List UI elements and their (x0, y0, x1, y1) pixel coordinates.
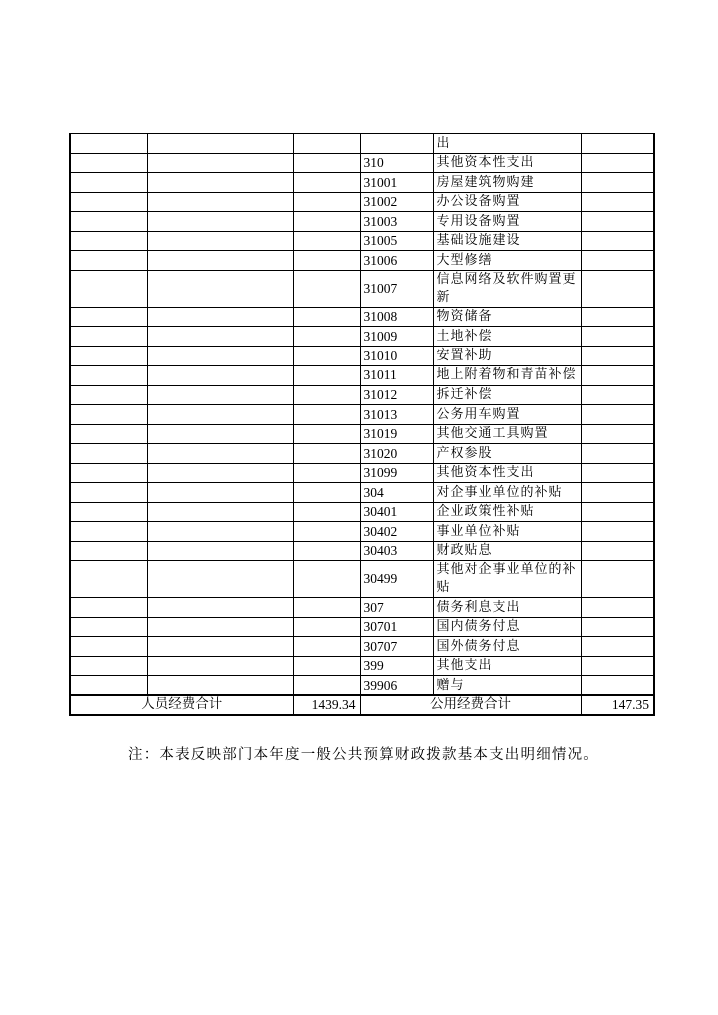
cell-empty (70, 617, 147, 637)
cell-empty (293, 270, 360, 307)
cell-empty (70, 134, 147, 154)
cell-empty (147, 327, 293, 347)
table-row (70, 424, 654, 444)
table-row (70, 385, 654, 405)
cell-item-name: 国外债务付息 (433, 637, 581, 657)
cell-empty (581, 444, 654, 464)
cell-empty (581, 541, 654, 561)
budget-detail-table (69, 133, 655, 716)
public-total-label: 公用经费合计 (360, 695, 581, 715)
cell-empty (293, 173, 360, 193)
cell-empty (581, 385, 654, 405)
cell-empty (581, 637, 654, 657)
cell-empty (147, 483, 293, 503)
cell-empty (293, 366, 360, 386)
cell-empty (293, 385, 360, 405)
cell-empty (293, 231, 360, 251)
cell-empty (581, 483, 654, 503)
table-row (70, 483, 654, 503)
cell-empty (147, 424, 293, 444)
cell-code: 31002 (360, 192, 433, 212)
cell-empty (70, 463, 147, 483)
cell-empty (293, 637, 360, 657)
personnel-total-value: 1439.34 (293, 695, 360, 715)
cell-code: 31009 (360, 327, 433, 347)
cell-empty (70, 192, 147, 212)
cell-empty (581, 251, 654, 271)
cell-code: 30402 (360, 522, 433, 542)
cell-empty (70, 424, 147, 444)
cell-item-name: 安置补助 (433, 346, 581, 366)
cell-empty (293, 134, 360, 154)
cell-empty (147, 637, 293, 657)
cell-item-name: 公务用车购置 (433, 405, 581, 425)
cell-code: 30403 (360, 541, 433, 561)
cell-empty (293, 656, 360, 676)
footnote: 注：本表反映部门本年度一般公共预算财政拨款基本支出明细情况。 (128, 747, 599, 763)
cell-empty (581, 366, 654, 386)
cell-empty (581, 307, 654, 327)
cell-empty (293, 307, 360, 327)
cell-item-name: 土地补偿 (433, 327, 581, 347)
cell-empty (147, 307, 293, 327)
table-row (70, 251, 654, 271)
cell-empty (147, 561, 293, 598)
cell-empty (70, 522, 147, 542)
cell-empty (70, 270, 147, 307)
cell-item-name: 房屋建筑物购建 (433, 173, 581, 193)
cell-code: 30701 (360, 617, 433, 637)
table-row (70, 541, 654, 561)
cell-empty (147, 173, 293, 193)
cell-empty (581, 153, 654, 173)
cell-empty (581, 656, 654, 676)
cell-empty (70, 676, 147, 696)
table-row (70, 617, 654, 637)
cell-empty (581, 173, 654, 193)
cell-empty (581, 522, 654, 542)
cell-empty (581, 598, 654, 618)
cell-item-name: 拆迁补偿 (433, 385, 581, 405)
cell-empty (147, 153, 293, 173)
cell-code: 31007 (360, 270, 433, 307)
cell-item-name: 其他对企事业单位的补贴 (433, 561, 581, 598)
cell-empty (581, 502, 654, 522)
cell-empty (147, 212, 293, 232)
table-row (70, 502, 654, 522)
cell-code: 31013 (360, 405, 433, 425)
cell-empty (70, 598, 147, 618)
cell-item-name: 专用设备购置 (433, 212, 581, 232)
cell-empty (147, 598, 293, 618)
cell-empty (293, 327, 360, 347)
cell-empty (581, 424, 654, 444)
cell-empty (581, 327, 654, 347)
cell-empty (70, 656, 147, 676)
cell-item-name: 信息网络及软件购置更新 (433, 270, 581, 307)
cell-item-name: 其他资本性支出 (433, 153, 581, 173)
table-row (70, 270, 654, 307)
table-row (70, 676, 654, 696)
cell-code: 31001 (360, 173, 433, 193)
cell-empty (147, 405, 293, 425)
cell-code: 30401 (360, 502, 433, 522)
cell-empty (70, 307, 147, 327)
cell-empty (147, 231, 293, 251)
cell-empty (293, 251, 360, 271)
cell-empty (147, 502, 293, 522)
cell-empty (293, 617, 360, 637)
table-row (70, 212, 654, 232)
cell-empty (147, 270, 293, 307)
table-row (70, 192, 654, 212)
cell-item-name: 赠与 (433, 676, 581, 696)
cell-empty (70, 483, 147, 503)
cell-empty (581, 346, 654, 366)
table-row (70, 327, 654, 347)
table-row (70, 561, 654, 598)
cell-empty (293, 444, 360, 464)
cell-empty (147, 522, 293, 542)
table-row (70, 366, 654, 386)
cell-empty (293, 192, 360, 212)
table-row (70, 637, 654, 657)
cell-empty (147, 192, 293, 212)
cell-empty (581, 192, 654, 212)
table-row (70, 522, 654, 542)
cell-empty (293, 502, 360, 522)
cell-item-name: 物资储备 (433, 307, 581, 327)
cell-empty (147, 676, 293, 696)
cell-name-fragment: 出 (433, 134, 581, 154)
cell-item-name: 办公设备购置 (433, 192, 581, 212)
cell-empty (147, 463, 293, 483)
cell-empty (147, 366, 293, 386)
table-row (70, 307, 654, 327)
cell-empty (293, 405, 360, 425)
cell-item-name: 地上附着物和青苗补偿 (433, 366, 581, 386)
cell-empty (581, 231, 654, 251)
cell-code: 31003 (360, 212, 433, 232)
cell-code: 307 (360, 598, 433, 618)
cell-empty (581, 561, 654, 598)
cell-empty (70, 173, 147, 193)
cell-empty (70, 541, 147, 561)
table-row (70, 405, 654, 425)
cell-empty (581, 676, 654, 696)
cell-empty (70, 346, 147, 366)
table-body (70, 134, 654, 696)
cell-item-name: 国内债务付息 (433, 617, 581, 637)
cell-empty (147, 617, 293, 637)
cell-empty (70, 251, 147, 271)
cell-empty (581, 134, 654, 154)
table-row (70, 231, 654, 251)
cell-item-name: 大型修缮 (433, 251, 581, 271)
cell-item-name: 其他资本性支出 (433, 463, 581, 483)
cell-empty (581, 463, 654, 483)
cell-empty (70, 327, 147, 347)
cell-empty (293, 463, 360, 483)
cell-item-name: 基础设施建设 (433, 231, 581, 251)
cell-empty (293, 541, 360, 561)
cell-code: 310 (360, 153, 433, 173)
cell-code: 39906 (360, 676, 433, 696)
cell-item-name: 其他支出 (433, 656, 581, 676)
cell-code: 30499 (360, 561, 433, 598)
table-row (70, 598, 654, 618)
cell-empty (147, 541, 293, 561)
cell-empty (70, 405, 147, 425)
cell-empty (293, 522, 360, 542)
cell-empty (70, 444, 147, 464)
cell-code: 31019 (360, 424, 433, 444)
cell-empty (147, 444, 293, 464)
cell-empty (70, 153, 147, 173)
cell-code: 31099 (360, 463, 433, 483)
cell-code: 31020 (360, 444, 433, 464)
cell-code: 304 (360, 483, 433, 503)
cell-empty (581, 212, 654, 232)
cell-item-name: 对企事业单位的补贴 (433, 483, 581, 503)
totals-row (70, 695, 654, 715)
cell-item-name: 其他交通工具购置 (433, 424, 581, 444)
cell-code: 30707 (360, 637, 433, 657)
cell-empty (70, 231, 147, 251)
cell-item-name: 产权参股 (433, 444, 581, 464)
cell-code: 31005 (360, 231, 433, 251)
cell-empty (147, 656, 293, 676)
cell-empty (293, 424, 360, 444)
cell-empty (70, 502, 147, 522)
cell-item-name: 财政贴息 (433, 541, 581, 561)
cell-empty (293, 153, 360, 173)
cell-code: 31008 (360, 307, 433, 327)
cell-empty (293, 212, 360, 232)
cell-empty (70, 385, 147, 405)
cell-empty (147, 346, 293, 366)
cell-item-name: 企业政策性补贴 (433, 502, 581, 522)
cell-empty (70, 366, 147, 386)
cell-empty (581, 270, 654, 307)
cell-empty (70, 212, 147, 232)
cell-item-name: 事业单位补贴 (433, 522, 581, 542)
cell-empty (293, 483, 360, 503)
personnel-total-label: 人员经费合计 (70, 695, 293, 715)
cell-empty (581, 617, 654, 637)
cell-item-name: 债务利息支出 (433, 598, 581, 618)
public-total-value: 147.35 (581, 695, 654, 715)
cell-empty (147, 385, 293, 405)
table-row (70, 346, 654, 366)
table-row (70, 656, 654, 676)
cell-empty (293, 346, 360, 366)
cell-code: 31012 (360, 385, 433, 405)
table-row (70, 463, 654, 483)
table-row (70, 444, 654, 464)
cell-code: 31011 (360, 366, 433, 386)
cell-empty (360, 134, 433, 154)
cell-empty (147, 134, 293, 154)
cell-empty (293, 561, 360, 598)
table-row (70, 153, 654, 173)
cell-empty (147, 251, 293, 271)
table-row-fragment (70, 134, 654, 154)
cell-code: 399 (360, 656, 433, 676)
table-row (70, 173, 654, 193)
cell-code: 31006 (360, 251, 433, 271)
cell-empty (70, 637, 147, 657)
cell-empty (293, 598, 360, 618)
cell-code: 31010 (360, 346, 433, 366)
cell-empty (293, 676, 360, 696)
cell-empty (70, 561, 147, 598)
cell-empty (581, 405, 654, 425)
